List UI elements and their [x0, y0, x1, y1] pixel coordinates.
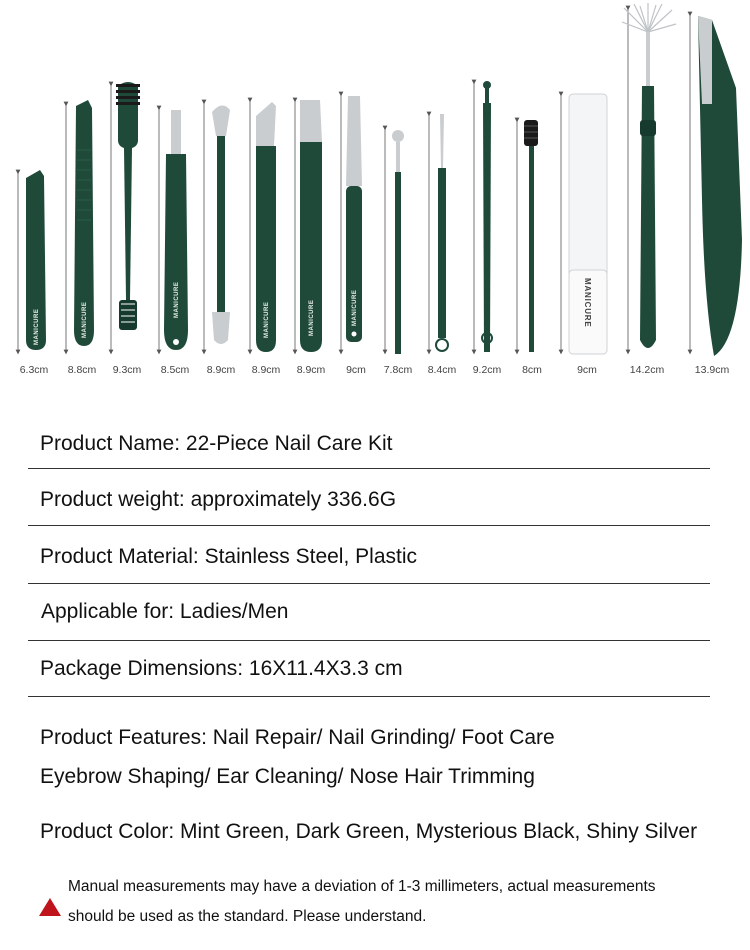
size-label-flat-tweezers: 8.9cm [296, 364, 326, 376]
spec-product-name-text: Product Name: 22-Piece Nail Care Kit [40, 432, 393, 455]
size-labels [20, 364, 730, 376]
size-label-cuticle-pusher: 8.9cm [206, 364, 236, 376]
size-label-eyebrow-razor: 9cm [346, 364, 366, 376]
svg-text:MANICURE: MANICURE [174, 281, 180, 318]
spec-features-line1: Product Features: Nail Repair/ Nail Grinding/ Foot Care [40, 726, 555, 749]
tool-slant-file-tweezers [256, 102, 276, 352]
spec-product-name [28, 432, 710, 469]
spec-product-weight [28, 488, 710, 526]
spec-product-color: Product Color: Mint Green, Dark Green, Mysterious Black, Shiny Silver [40, 820, 698, 843]
tool-point-tweezers [74, 100, 94, 346]
tool-feather-ear-cleaner [622, 3, 676, 348]
measurement-note-line2: should be used as the standard. Please understand. [68, 908, 427, 925]
spec-applicable-for [28, 600, 710, 641]
tool-ear-pick [482, 81, 492, 352]
svg-text:MANICURE: MANICURE [352, 289, 358, 326]
size-label-spiral-brush: 8cm [522, 364, 542, 376]
tool-ear-spoon [392, 130, 404, 354]
spec-features-line2: Eyebrow Shaping/ Ear Cleaning/ Nose Hair Trimming [40, 765, 535, 788]
size-label-ear-spoon: 7.8cm [383, 364, 413, 376]
size-label-glass-nail-file: 9cm [577, 364, 597, 376]
size-label-feather-ear-cleaner: 14.2cm [629, 364, 665, 376]
tool-cuticle-nipper [164, 110, 188, 350]
tool-eyebrow-comb [116, 82, 140, 330]
tool-glass-nail-file [569, 94, 607, 354]
spec-product-material [28, 545, 710, 584]
tool-acne-needle [436, 114, 448, 351]
svg-text:MANICURE: MANICURE [583, 278, 592, 328]
size-label-ear-pick: 9.2cm [472, 364, 502, 376]
spec-package-dimensions-text: Package Dimensions: 16X11.4X3.3 cm [40, 657, 403, 680]
svg-text:MANICURE: MANICURE [82, 301, 88, 338]
size-label-acne-needle: 8.4cm [427, 364, 457, 376]
measurement-note-line1: Manual measurements may have a deviation of 1-3 millimeters, actual measurements [68, 878, 656, 895]
spec-applicable-for-text: Applicable for: Ladies/Men [41, 600, 289, 623]
svg-text:MANICURE: MANICURE [264, 301, 270, 338]
size-label-eyebrow-comb: 9.3cm [112, 364, 142, 376]
spec-package-dimensions [28, 657, 710, 697]
warning-triangle-icon [38, 897, 62, 917]
svg-text:MANICURE: MANICURE [309, 299, 315, 336]
size-label-nail-file-stick: 13.9cm [694, 364, 730, 376]
size-label-point-tweezers: 8.8cm [67, 364, 97, 376]
size-label-slant-tweezers: 6.3cm [19, 364, 49, 376]
tool-spiral-brush [524, 120, 538, 352]
tool-cuticle-pusher [212, 105, 230, 344]
tools-size-figure [0, 0, 750, 390]
tool-slant-tweezers [26, 170, 46, 350]
spec-product-material-text: Product Material: Stainless Steel, Plastic [40, 545, 417, 568]
svg-text:MANICURE: MANICURE [34, 308, 40, 345]
tool-flat-tweezers [300, 100, 322, 352]
size-label-slant-file-tweezers: 8.9cm [251, 364, 281, 376]
size-label-cuticle-nipper: 8.5cm [160, 364, 190, 376]
spec-product-weight-text: Product weight: approximately 336.6G [40, 488, 397, 511]
tool-eyebrow-razor [346, 96, 362, 342]
tool-nail-file-stick [698, 16, 742, 356]
